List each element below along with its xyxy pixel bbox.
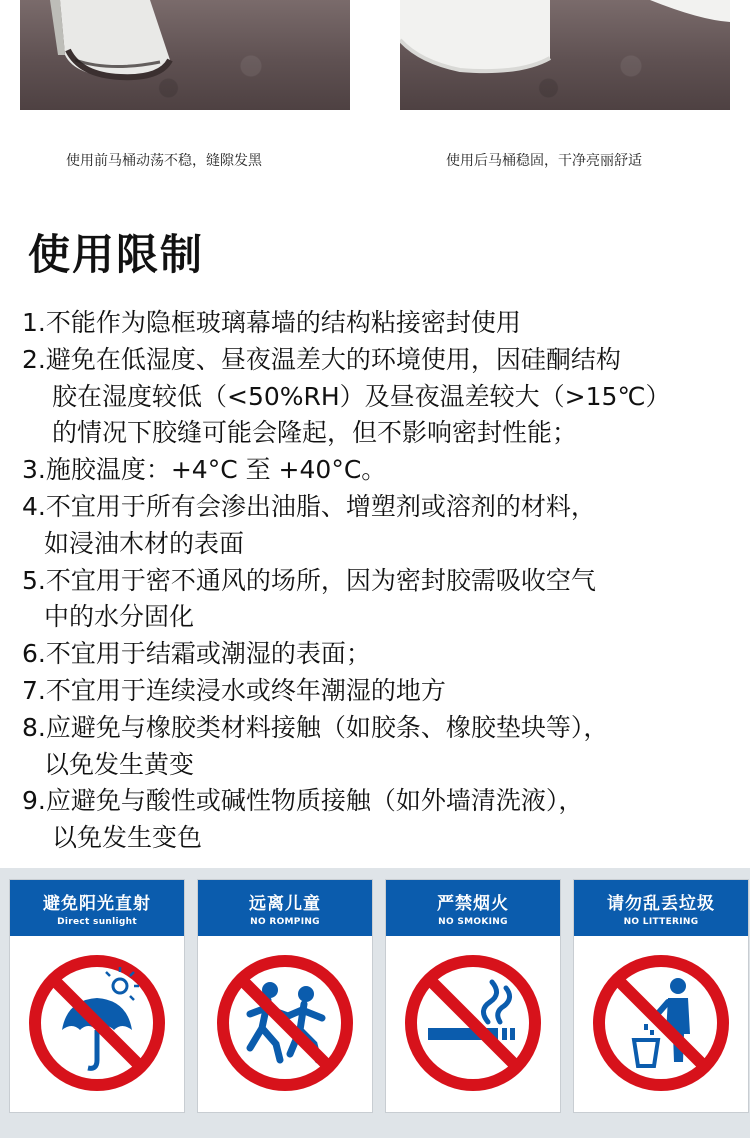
restriction-line: 5.不宜用于密不通风的场所，因为密封胶需吸收空气 bbox=[22, 565, 596, 595]
restriction-line: 1.不能作为隐框玻璃幕墙的结构粘接密封使用 bbox=[22, 308, 521, 337]
sign-subtitle: Direct sunlight bbox=[57, 917, 137, 927]
sign-no-littering bbox=[574, 880, 748, 1112]
restriction-line: 9.应避免与酸性或碱性物质接触（如外墙清洗液）， bbox=[22, 786, 584, 816]
toilet-base-after-image bbox=[400, 0, 730, 110]
restriction-line: 7.不宜用于连续浸水或终年潮湿的地方 bbox=[22, 675, 446, 705]
sign-header bbox=[574, 880, 748, 936]
umbrella-sun-icon bbox=[22, 948, 172, 1098]
restriction-line: 的情况下胶缝可能会隆起，但不影响密封性能； bbox=[52, 418, 578, 448]
restriction-line: 3.施胶温度：+4°C 至 +40°C。 bbox=[22, 455, 387, 485]
restriction-line: 6.不宜用于结霜或潮湿的表面； bbox=[22, 639, 371, 669]
restriction-line: 如浸油木材的表面 bbox=[44, 528, 245, 558]
restriction-line: 8.应避免与橡胶类材料接触（如胶条、橡胶垫块等）， bbox=[22, 712, 609, 742]
sign-header bbox=[10, 880, 184, 936]
sign-header bbox=[386, 880, 560, 936]
before-photo bbox=[20, 0, 350, 110]
running-children-icon bbox=[210, 948, 360, 1098]
after-caption: 使用后马桶稳固，干净亮丽舒适 bbox=[446, 153, 642, 169]
sign-title: 远离儿童 bbox=[249, 894, 321, 914]
sign-header bbox=[198, 880, 372, 936]
before-caption: 使用前马桶动荡不稳，缝隙发黑 bbox=[66, 153, 262, 169]
toilet-base-before-image bbox=[20, 0, 350, 110]
sign-no-romping bbox=[198, 880, 372, 1112]
restriction-line: 以免发生变色 bbox=[52, 823, 203, 853]
sign-subtitle: NO SMOKING bbox=[438, 917, 508, 927]
sign-direct-sunlight bbox=[10, 880, 184, 1112]
littering-person-icon bbox=[586, 948, 736, 1098]
after-photo bbox=[400, 0, 730, 110]
cigarette-icon bbox=[398, 948, 548, 1098]
sign-title: 请勿乱丢垃圾 bbox=[607, 894, 715, 914]
restriction-line: 4.不宜用于所有会渗出油脂、增塑剂或溶剂的材料， bbox=[22, 491, 596, 521]
restriction-line: 以免发生黄变 bbox=[44, 749, 195, 779]
sign-title: 严禁烟火 bbox=[437, 894, 509, 914]
sign-subtitle: NO ROMPING bbox=[250, 917, 320, 927]
sign-no-smoking bbox=[386, 880, 560, 1112]
sign-title: 避免阳光直射 bbox=[43, 894, 151, 914]
sign-subtitle: NO LITTERING bbox=[623, 917, 699, 927]
warning-signs-panel bbox=[0, 868, 750, 1138]
section-title: 使用限制 bbox=[28, 230, 205, 279]
restriction-line: 胶在湿度较低（<50%RH）及昼夜温差较大（>15℃） bbox=[52, 381, 671, 411]
restriction-line: 2.避免在低湿度、昼夜温差大的环境使用，因硅酮结构 bbox=[22, 344, 621, 374]
restriction-line: 中的水分固化 bbox=[44, 602, 195, 632]
restriction-list bbox=[22, 305, 742, 857]
